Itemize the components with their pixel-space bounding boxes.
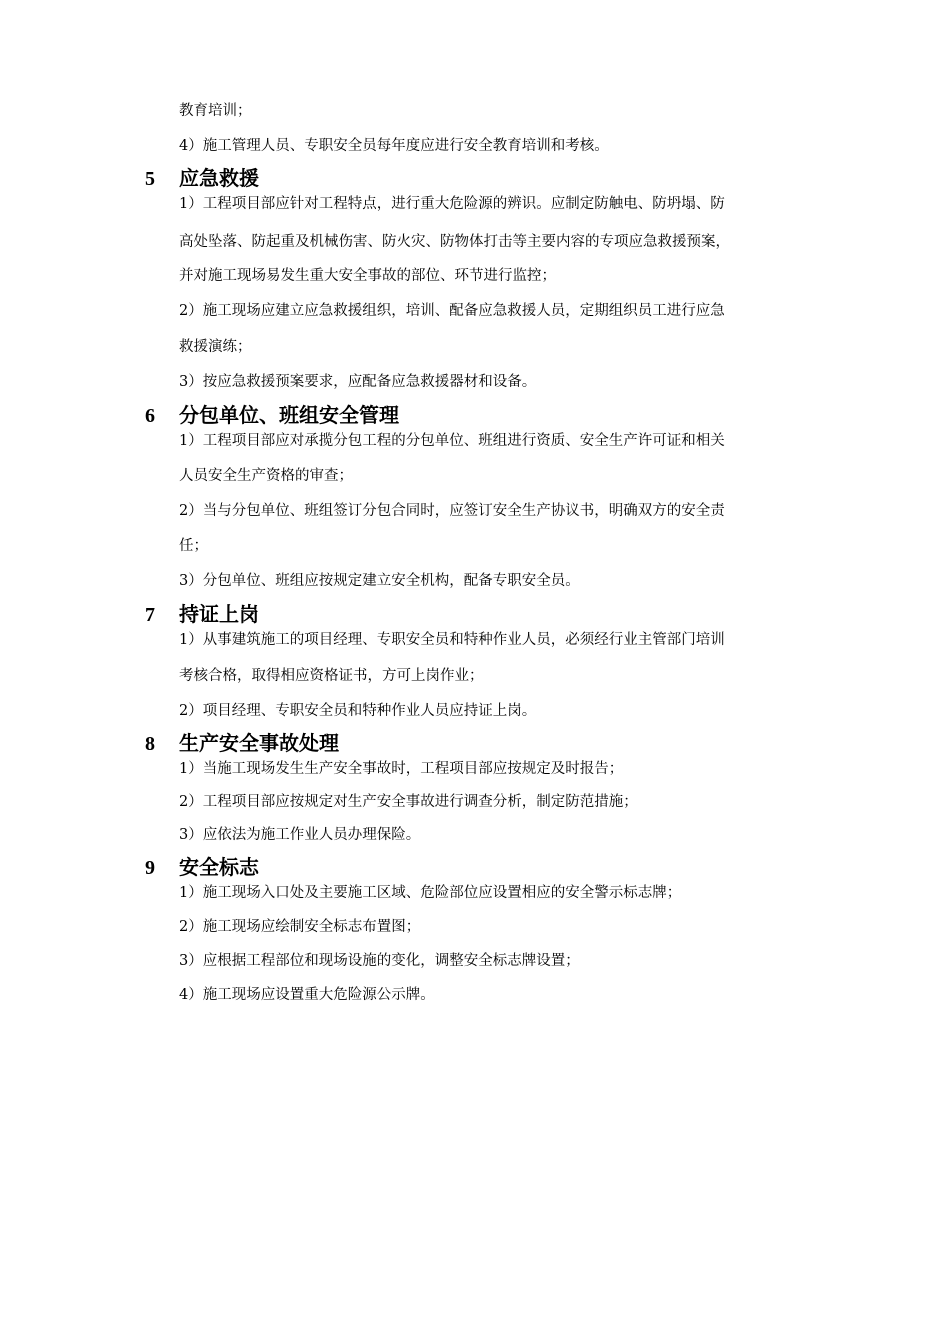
paragraph-line: 1）施工现场入口处及主要施工区域、危险部位应设置相应的安全警示标志牌； bbox=[179, 885, 682, 901]
section-number: 7 bbox=[145, 604, 155, 626]
intro-line: 教育培训； bbox=[179, 103, 252, 119]
paragraph-line: 2）施工现场应绘制安全标志布置图； bbox=[179, 919, 421, 935]
section-heading bbox=[145, 854, 259, 881]
paragraph-line: 2）施工现场应建立应急救援组织，培训、配备应急救援人员，定期组织员工进行应急 bbox=[179, 303, 725, 319]
paragraph-line: 3）分包单位、班组应按规定建立安全机构，配备专职安全员。 bbox=[179, 573, 580, 589]
section-number: 9 bbox=[145, 857, 155, 879]
intro-line: 4）施工管理人员、专职安全员每年度应进行安全教育培训和考核。 bbox=[179, 138, 609, 154]
paragraph-line: 3）按应急救援预案要求，应配备应急救援器材和设备。 bbox=[179, 374, 537, 390]
paragraph-line: 2）当与分包单位、班组签订分包合同时，应签订安全生产协议书，明确双方的安全责 bbox=[179, 503, 725, 519]
paragraph-line: 并对施工现场易发生重大安全事故的部位、环节进行监控； bbox=[179, 268, 556, 284]
paragraph-line: 4）施工现场应设置重大危险源公示牌。 bbox=[179, 987, 435, 1003]
paragraph-line: 2）工程项目部应按规定对生产安全事故进行调查分析，制定防范措施； bbox=[179, 794, 638, 810]
paragraph-line: 1）当施工现场发生生产安全事故时，工程项目部应按规定及时报告； bbox=[179, 761, 624, 777]
section-heading bbox=[145, 165, 259, 192]
paragraph-line: 1）从事建筑施工的项目经理、专职安全员和特种作业人员，必须经行业主管部门培训 bbox=[179, 632, 725, 648]
section-heading bbox=[145, 402, 399, 429]
paragraph-line: 考核合格，取得相应资格证书，方可上岗作业； bbox=[179, 668, 484, 684]
section-title: 安全标志 bbox=[179, 855, 259, 879]
paragraph-line: 1）工程项目部应针对工程特点，进行重大危险源的辨识。应制定防触电、防坍塌、防 bbox=[179, 196, 725, 212]
section-heading bbox=[145, 601, 259, 628]
paragraph-line: 救援演练； bbox=[179, 339, 252, 355]
section-number: 6 bbox=[145, 405, 155, 427]
section-number: 5 bbox=[145, 168, 155, 190]
paragraph-line: 3）应根据工程部位和现场设施的变化，调整安全标志牌设置； bbox=[179, 953, 580, 969]
paragraph-line: 高处坠落、防起重及机械伤害、防火灾、防物体打击等主要内容的专项应急救援预案， bbox=[179, 234, 730, 250]
paragraph-line: 2）项目经理、专职安全员和特种作业人员应持证上岗。 bbox=[179, 703, 537, 719]
section-number: 8 bbox=[145, 733, 155, 755]
section-title: 生产安全事故处理 bbox=[179, 731, 339, 755]
section-title: 应急救援 bbox=[179, 166, 259, 190]
paragraph-line: 3）应依法为施工作业人员办理保险。 bbox=[179, 827, 421, 843]
section-title: 分包单位、班组安全管理 bbox=[179, 403, 399, 427]
section-heading bbox=[145, 730, 339, 757]
paragraph-line: 1）工程项目部应对承揽分包工程的分包单位、班组进行资质、安全生产许可证和相关 bbox=[179, 433, 725, 449]
paragraph-line: 人员安全生产资格的审查； bbox=[179, 468, 353, 484]
paragraph-line: 任； bbox=[179, 538, 208, 554]
section-title: 持证上岗 bbox=[179, 602, 259, 626]
